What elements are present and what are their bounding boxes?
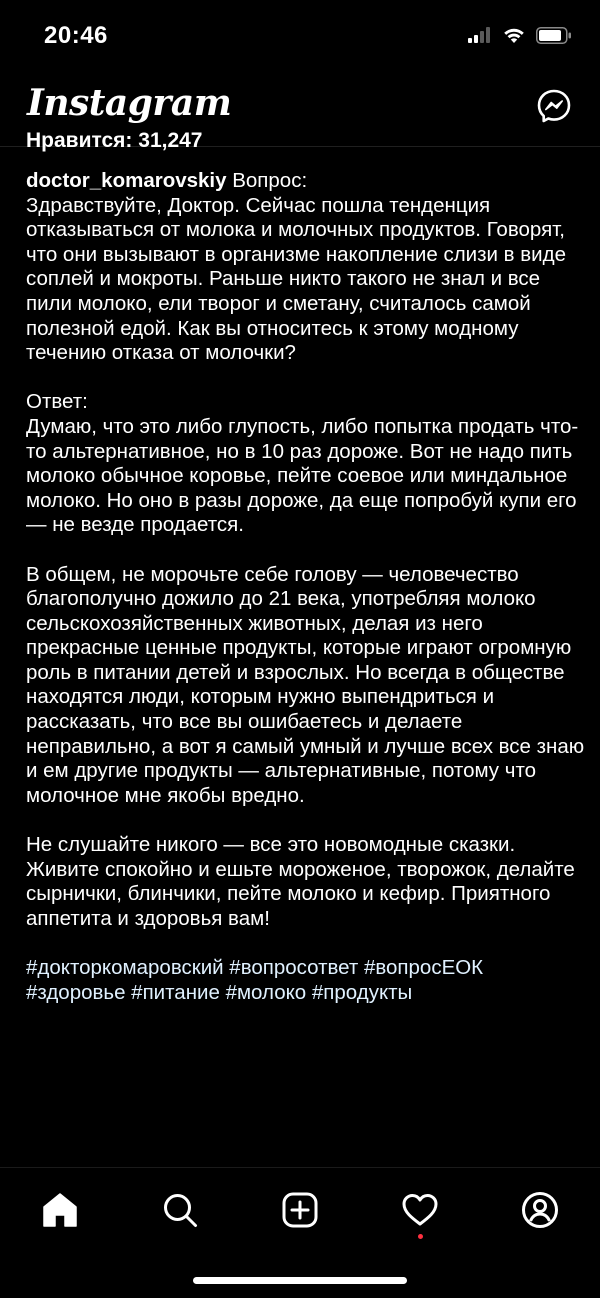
status-time: 20:46 xyxy=(44,22,108,49)
nav-new-post-button[interactable] xyxy=(280,1190,320,1230)
wifi-icon xyxy=(502,26,526,44)
status-icons xyxy=(468,26,572,44)
search-icon xyxy=(162,1192,198,1228)
post-content xyxy=(0,129,600,1167)
caption-intro: Вопрос: xyxy=(226,169,308,192)
answer-paragraph-1: Думаю, что это либо глупость, либо попытка продать что-то альтернативное, но в 10 раз дороже. Вот не надо пить молоко обычное коровье, пейте соевое или миндальное молоко. Но оно в разы дороже, да еще попробуй купи его — не везде продается. xyxy=(26,414,579,537)
likes-count[interactable]: Нравится: 31,247 xyxy=(26,129,203,152)
caption-question: Здравствуйте, Доктор. Сейчас пошла тенденция отказываться от молока и молочных продуктов. Говорят, что они вызывают в организме накопление слизи в виде соплей и мокроты. Раньше никто такого не знал и все пили молоко, ели творог и сметану, считалось самой полезной едой. Как вы относитесь к этому модному течению отказа от молочки? xyxy=(26,193,566,365)
instagram-logo[interactable]: Instagram xyxy=(27,82,232,124)
cellular-signal-icon xyxy=(468,27,492,43)
activity-notification-dot xyxy=(418,1234,423,1239)
nav-activity-button[interactable] xyxy=(400,1190,440,1230)
nav-profile-button[interactable] xyxy=(520,1190,560,1230)
battery-icon xyxy=(536,27,572,44)
new-post-icon xyxy=(282,1192,318,1228)
post-hashtags[interactable]: #докторкомаровский #вопросответ #вопросЕОК #здоровье #питание #молоко #продукты xyxy=(26,956,484,1004)
nav-search-button[interactable] xyxy=(160,1190,200,1230)
answer-label: Ответ: xyxy=(26,390,88,414)
home-indicator xyxy=(193,1277,407,1284)
messenger-icon xyxy=(536,88,572,124)
nav-home-button[interactable] xyxy=(40,1190,80,1230)
status-bar xyxy=(0,0,600,76)
post-username[interactable]: doctor_komarovskiy xyxy=(26,169,227,192)
activity-heart-icon xyxy=(401,1193,439,1227)
caption-question-block xyxy=(26,169,586,366)
answer-paragraph-2: В общем, не морочьте себе голову — человечество благополучно дожило до 21 века, употребляя молоко сельскохозяйственных животных, делая из него прекрасные ценные продукты, которые играют огромную роль в питании детей и взрослых. Но всегда в обществе находятся люди, которым нужно выпендриться и рассказать, что все вы ошибаетесь и делаете неправильно, а вот я самый умный и лучше всех все знаю и ем другие продукты — альтернативные, потому что молочное мне якобы вредно. xyxy=(26,562,585,807)
answer-paragraph-3: Не слушайте никого — все это новомодные сказки. Живите спокойно и ешьте мороженое, творожок, делайте сырнички, блинчики, пейте молоко и кефир. Приятного аппетита и здоровья вам! xyxy=(26,833,575,930)
profile-icon xyxy=(521,1191,559,1229)
post-caption xyxy=(26,169,586,1030)
caption-answer-block xyxy=(26,390,586,538)
home-icon xyxy=(41,1192,79,1228)
messenger-button[interactable] xyxy=(536,88,572,124)
